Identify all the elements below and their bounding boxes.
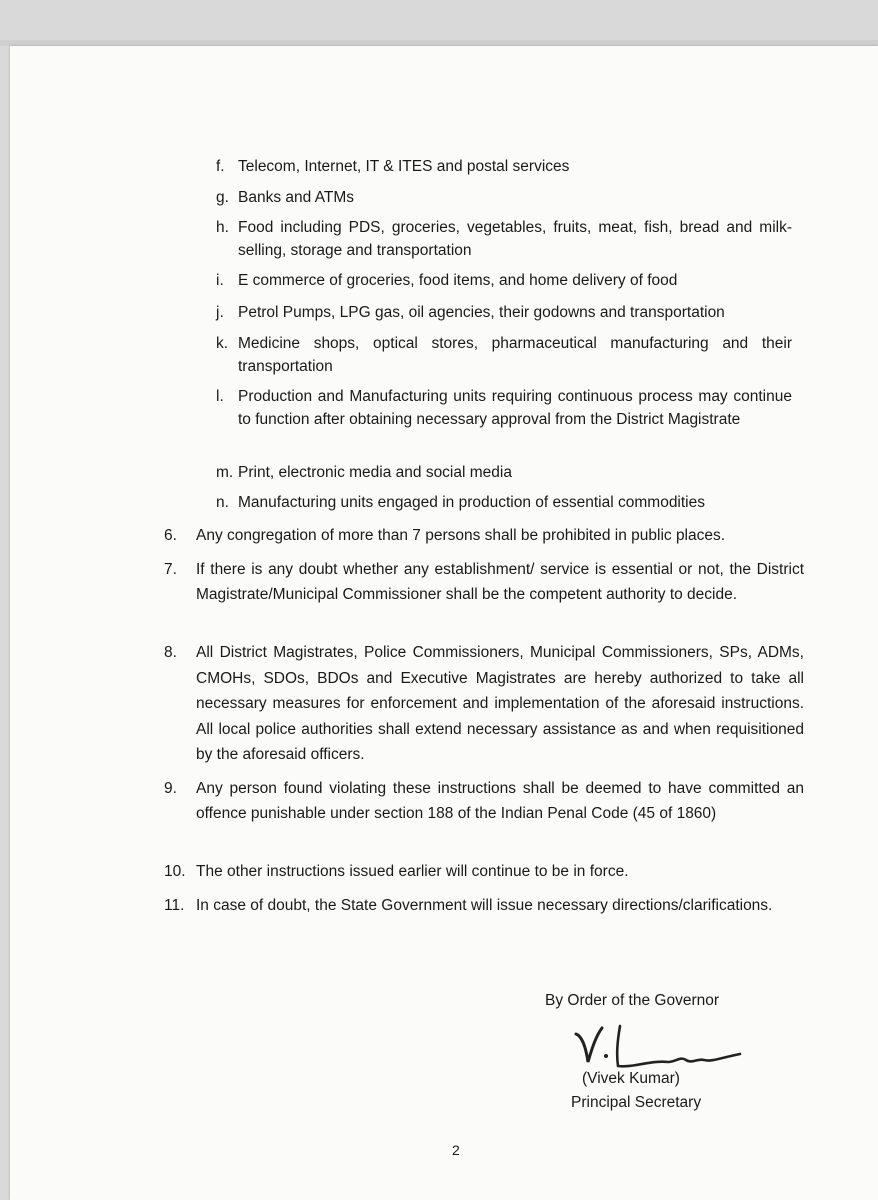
- item-marker: l.: [216, 388, 224, 405]
- item-text: Banks and ATMs: [238, 189, 355, 206]
- list-item: [164, 893, 804, 918]
- item-marker: j.: [216, 304, 224, 321]
- page-number: 2: [452, 1142, 460, 1158]
- item-text: If there is any doubt whether any establishment/ service is essential or not, the District Magistrate/Municipal Commissioner shall be the competent authority to decide.: [196, 561, 804, 603]
- list-item: [216, 301, 792, 324]
- list-item: [164, 776, 804, 826]
- item-text: Manufacturing units engaged in production of essential commodities: [238, 494, 705, 511]
- item-marker: 6.: [164, 527, 177, 544]
- item-text: All District Magistrates, Police Commissioners, Municipal Commissioners, SPs, ADMs, CMOHs, SDOs, BDOs and Executive Magistrates are hereby authorized to take all necessary measures for enforcement and implementation of the aforesaid instructions. All local police authorities shall extend necessary assistance as and when requisitioned by the aforesaid officers.: [196, 644, 804, 763]
- item-text: The other instructions issued earlier will continue to be in force.: [196, 863, 629, 880]
- order-line: By Order of the Governor: [545, 992, 720, 1009]
- signatory-designation: Principal Secretary: [571, 1094, 702, 1111]
- item-text: E commerce of groceries, food items, and home delivery of food: [238, 272, 678, 289]
- item-text: In case of doubt, the State Government will issue necessary directions/clarifications.: [196, 897, 773, 914]
- list-item: [164, 640, 804, 768]
- list-item: [164, 557, 804, 607]
- item-marker: 10.: [164, 863, 186, 880]
- item-marker: 7.: [164, 561, 177, 578]
- list-item: [216, 155, 792, 178]
- item-text: Food including PDS, groceries, vegetables, fruits, meat, fish, bread and milk- selling, storage and transportation: [238, 219, 792, 259]
- item-marker: 8.: [164, 644, 177, 661]
- item-marker: h.: [216, 219, 229, 236]
- list-item: [216, 269, 792, 292]
- item-marker: f.: [216, 158, 225, 175]
- list-item: [216, 332, 792, 378]
- list-item: [216, 385, 792, 431]
- list-item: [216, 216, 792, 262]
- list-item: [216, 461, 792, 484]
- item-marker: i.: [216, 272, 224, 289]
- list-item: [164, 860, 804, 883]
- item-text: Telecom, Internet, IT & ITES and postal services: [238, 158, 570, 175]
- list-item: [216, 491, 792, 514]
- list-item: [216, 186, 792, 209]
- item-text: Any person found violating these instructions shall be deemed to have committed an offence punishable under section 188 of the Indian Penal Code (45 of 1860): [196, 780, 804, 822]
- item-marker: 9.: [164, 780, 177, 797]
- item-text: Print, electronic media and social media: [238, 464, 512, 481]
- item-text: Petrol Pumps, LPG gas, oil agencies, their godowns and transportation: [238, 304, 725, 321]
- item-text: Production and Manufacturing units requiring continuous process may continue to function after obtaining necessary approval from the District Magistrate: [238, 388, 792, 428]
- signatory-name: (Vivek Kumar): [582, 1070, 680, 1087]
- item-marker: n.: [216, 494, 229, 511]
- item-marker: k.: [216, 335, 229, 352]
- item-marker: 11.: [164, 897, 185, 914]
- item-text: Medicine shops, optical stores, pharmaceutical manufacturing and their transportation: [238, 335, 792, 375]
- item-text: Any congregation of more than 7 persons shall be prohibited in public places.: [196, 527, 726, 544]
- item-marker: m.: [216, 464, 234, 481]
- item-marker: g.: [216, 189, 229, 206]
- list-item: [164, 524, 804, 547]
